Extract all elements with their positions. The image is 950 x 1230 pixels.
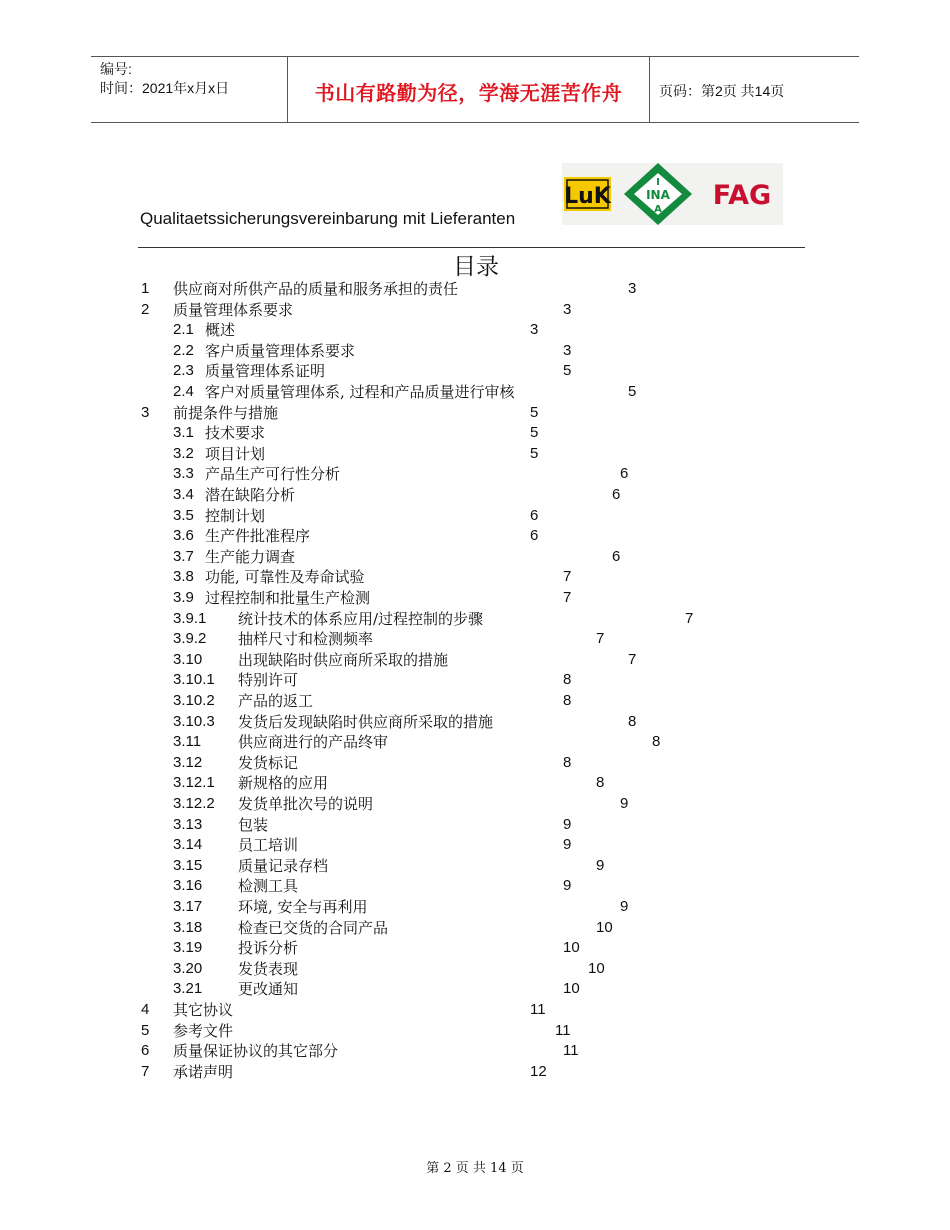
toc-entry-title: 质量管理体系证明 — [205, 362, 326, 381]
toc-entry-number: 4 — [141, 1001, 150, 1018]
toc-entry — [0, 856, 950, 876]
toc-entry-number: 3.19 — [173, 939, 203, 957]
toc-entry — [0, 506, 950, 526]
toc-entry-number: 3.9.1 — [173, 609, 207, 627]
svg-text:FAG: FAG — [712, 180, 772, 211]
document-time-label: 时间：2021年x月x日 — [100, 80, 230, 96]
toc-entry-title: 供应商进行的产品终审 — [238, 733, 389, 752]
toc-entry-number: 3.12.1 — [173, 774, 215, 792]
toc-entry-title: 发货后发现缺陷时供应商所采取的措施 — [238, 712, 494, 731]
toc-entry-page: 8 — [652, 733, 661, 751]
ina-logo — [624, 163, 692, 225]
toc-entry — [0, 979, 950, 999]
toc-entry-title: 其它协议 — [173, 1001, 234, 1019]
toc-entry — [0, 918, 950, 938]
toc-entry-page: 8 — [563, 671, 572, 689]
toc-entry-page: 7 — [563, 568, 572, 586]
toc-entry-number: 3.12.2 — [173, 795, 215, 812]
toc-entry-page: 10 — [596, 918, 613, 936]
toc-entry-number: 6 — [141, 1042, 150, 1060]
toc-entry — [0, 670, 950, 690]
toc-entry — [0, 485, 950, 505]
toc-entry-page: 6 — [612, 486, 621, 503]
toc-entry-title: 质量保证协议的其它部分 — [173, 1042, 339, 1061]
toc-entry-title: 特别许可 — [238, 671, 299, 690]
svg-text:INA: INA — [646, 188, 670, 202]
toc-entry — [0, 567, 950, 587]
toc-entry-number: 3.10.2 — [173, 692, 215, 709]
toc-entry — [0, 423, 950, 443]
toc-entry-page: 5 — [530, 424, 539, 442]
header-bottom-border — [91, 122, 859, 123]
toc-entry-number: 3.14 — [173, 836, 203, 854]
toc-entry-title: 员工培训 — [238, 836, 299, 855]
toc-entry — [0, 712, 950, 732]
toc-entry-number: 3.16 — [173, 877, 203, 895]
toc-entry-title: 产品的返工 — [238, 692, 314, 710]
toc-entry-title: 功能, 可靠性及寿命试验 — [205, 568, 365, 587]
toc-entry-page: 5 — [628, 383, 637, 400]
toc-entry-page: 10 — [588, 959, 605, 977]
toc-entry-title: 抽样尺寸和检测频率 — [238, 630, 374, 649]
toc-entry-page: 5 — [530, 444, 539, 462]
toc-entry-number: 2.3 — [173, 362, 194, 380]
toc-entry-number: 3.10.3 — [173, 712, 215, 730]
toc-entry — [0, 1021, 950, 1041]
toc-entry-number: 3.20 — [173, 959, 203, 977]
toc-entry — [0, 1000, 950, 1020]
toc-entry-page: 11 — [555, 1021, 571, 1039]
toc-entry-number: 3.11 — [173, 733, 202, 751]
toc-entry-title: 发货单批次号的说明 — [238, 795, 374, 813]
toc-entry-number: 3.7 — [173, 547, 194, 565]
toc-entry — [0, 526, 950, 546]
toc-entry-title: 更改通知 — [238, 980, 299, 999]
toc-entry-page: 5 — [563, 362, 572, 380]
fag-logo — [713, 180, 771, 211]
toc-entry-number: 3.10 — [173, 650, 203, 668]
toc-entry — [0, 753, 950, 773]
toc-entry-page: 6 — [530, 506, 539, 524]
header-top-border — [91, 56, 859, 57]
toc-entry-title: 承诺声明 — [173, 1062, 234, 1081]
toc-entry — [0, 876, 950, 896]
toc-entry-title: 生产件批准程序 — [205, 527, 311, 546]
toc-entry-page: 3 — [628, 280, 637, 297]
toc-entry-page: 7 — [596, 630, 605, 648]
toc-entry-number: 3.2 — [173, 444, 194, 462]
toc-entry-number: 3.13 — [173, 815, 203, 833]
toc-entry-number: 3.5 — [173, 506, 194, 524]
page-footer: 第 2 页 共 14 页 — [426, 1161, 524, 1176]
toc-entry-number: 3 — [141, 403, 150, 421]
toc-entry-page: 3 — [563, 341, 572, 359]
toc-entry-page: 9 — [620, 795, 629, 812]
toc-entry-title: 参考文件 — [173, 1021, 234, 1040]
toc-entry-page: 6 — [620, 465, 629, 483]
toc-entry — [0, 835, 950, 855]
toc-entry-title: 检查已交货的合同产品 — [238, 918, 389, 937]
toc-entry — [0, 588, 950, 608]
toc-entry-title: 投诉分析 — [238, 939, 299, 958]
toc-entry-number: 3.21 — [173, 980, 203, 998]
toc-entry-number: 3.1 — [173, 424, 194, 442]
toc-entry-title: 统计技术的体系应用/过程控制的步骤 — [238, 609, 484, 628]
toc-entry-title: 控制计划 — [205, 506, 266, 525]
toc-entry-title: 过程控制和批量生产检测 — [205, 589, 371, 607]
toc-entry-number: 3.9.2 — [173, 630, 207, 648]
toc-entry — [0, 403, 950, 423]
toc-entry-number: 3.18 — [173, 918, 203, 936]
toc-entry-page: 6 — [612, 547, 621, 565]
toc-entry — [0, 609, 950, 629]
toc-entry — [0, 464, 950, 484]
toc-entry — [0, 1041, 950, 1061]
document-number-label: 编号: — [100, 61, 132, 77]
toc-entry — [0, 361, 950, 381]
toc-entry-number: 3.8 — [173, 568, 194, 586]
toc-entry-title: 发货表现 — [238, 959, 299, 978]
toc-entry-page: 8 — [563, 692, 572, 709]
toc-entry-page: 9 — [563, 877, 572, 895]
toc-entry-title: 概述 — [205, 321, 236, 340]
logos-graphic — [562, 163, 783, 225]
toc-entry-page: 3 — [563, 300, 572, 318]
toc-entry-title: 检测工具 — [238, 877, 299, 896]
toc-entry — [0, 691, 950, 711]
toc-entry-page: 8 — [628, 712, 637, 730]
toc-entry-page: 11 — [530, 1001, 546, 1018]
toc-entry-number: 3.4 — [173, 486, 194, 503]
toc-entry — [0, 938, 950, 958]
toc-entry-title: 客户对质量管理体系, 过程和产品质量进行审核 — [205, 383, 515, 401]
toc-entry — [0, 815, 950, 835]
toc-entry-page: 9 — [620, 898, 629, 915]
toc-entry — [0, 341, 950, 361]
toc-entry-page: 8 — [563, 753, 572, 771]
toc-entry-number: 3.12 — [173, 753, 203, 771]
toc-entry-title: 质量管理体系要求 — [173, 300, 294, 319]
toc-entry-page: 9 — [563, 836, 572, 854]
toc-entry — [0, 959, 950, 979]
toc-entry-title: 发货标记 — [238, 753, 299, 772]
toc-entry — [0, 279, 950, 299]
toc-entry-title: 新规格的应用 — [238, 774, 329, 793]
toc-entry — [0, 547, 950, 567]
toc-entry-number: 2.1 — [173, 321, 194, 339]
toc-entry-page: 9 — [596, 856, 605, 874]
toc-entry-number: 3.10.1 — [173, 671, 215, 689]
toc-entry — [0, 320, 950, 340]
toc-entry-page: 7 — [628, 650, 637, 668]
header-divider — [649, 57, 650, 122]
toc-entry-page: 8 — [596, 774, 605, 792]
header-page-info: 页码：第2页 共14页 — [659, 83, 785, 99]
toc-entry-page: 9 — [563, 815, 572, 833]
toc-heading: 目录 — [453, 254, 499, 280]
toc-entry-title: 项目计划 — [205, 444, 266, 463]
toc-entry-title: 供应商对所供产品的质量和服务承担的责任 — [173, 280, 459, 298]
toc-entry-number: 2 — [141, 300, 150, 318]
toc-entry — [0, 382, 950, 402]
toc-entry — [0, 897, 950, 917]
toc-entry-page: 6 — [530, 527, 539, 545]
company-logos — [562, 163, 783, 225]
toc-entry — [0, 794, 950, 814]
toc-entry-page: 7 — [685, 609, 694, 627]
toc-entry-number: 2.4 — [173, 383, 194, 400]
toc-entry-title: 产品生产可行性分析 — [205, 465, 341, 484]
toc-entry-page: 7 — [563, 589, 572, 606]
toc-entry-number: 7 — [141, 1062, 150, 1080]
toc-entry-title: 前提条件与措施 — [173, 403, 279, 422]
svg-text:I: I — [656, 177, 660, 188]
toc-entry-title: 客户质量管理体系要求 — [205, 341, 356, 360]
toc-entry-number: 3.9 — [173, 589, 194, 606]
toc-entry-title: 潜在缺陷分析 — [205, 486, 296, 504]
toc-entry — [0, 444, 950, 464]
toc-entry — [0, 650, 950, 670]
toc-entry-number: 3.3 — [173, 465, 194, 483]
toc-entry-page: 11 — [563, 1042, 579, 1060]
toc-entry-title: 环境, 安全与再利用 — [238, 898, 368, 916]
toc-entry — [0, 732, 950, 752]
header-motto: 书山有路勤为径，学海无涯苦作舟 — [314, 81, 623, 105]
toc-entry-number: 3.6 — [173, 527, 194, 545]
toc-entry-page: 12 — [530, 1062, 547, 1080]
document-title: Qualitaetssicherungsvereinbarung mit Lieferanten — [140, 209, 516, 228]
toc-entry-title: 包装 — [238, 815, 269, 834]
toc-entry — [0, 1062, 950, 1082]
toc-entry-number: 1 — [141, 280, 150, 297]
toc-entry — [0, 773, 950, 793]
toc-entry — [0, 300, 950, 320]
toc-entry-number: 2.2 — [173, 341, 194, 359]
toc-entry-page: 10 — [563, 939, 580, 957]
luk-logo — [564, 177, 612, 211]
toc-entry-number: 3.17 — [173, 898, 203, 915]
svg-text:A: A — [654, 204, 662, 215]
toc-entry-number: 3.15 — [173, 856, 203, 874]
toc-entry-title: 质量记录存档 — [238, 856, 329, 875]
toc-entry-page: 10 — [563, 980, 580, 998]
toc-entry-title: 生产能力调查 — [205, 547, 296, 566]
toc-entry-title: 出现缺陷时供应商所采取的措施 — [238, 650, 449, 669]
toc-entry-title: 技术要求 — [205, 424, 266, 443]
toc-entry-number: 5 — [141, 1021, 150, 1039]
toc-entry-page: 5 — [530, 403, 539, 421]
toc-entry-page: 3 — [530, 321, 539, 339]
toc-entry — [0, 629, 950, 649]
svg-text:LuK: LuK — [564, 184, 611, 209]
